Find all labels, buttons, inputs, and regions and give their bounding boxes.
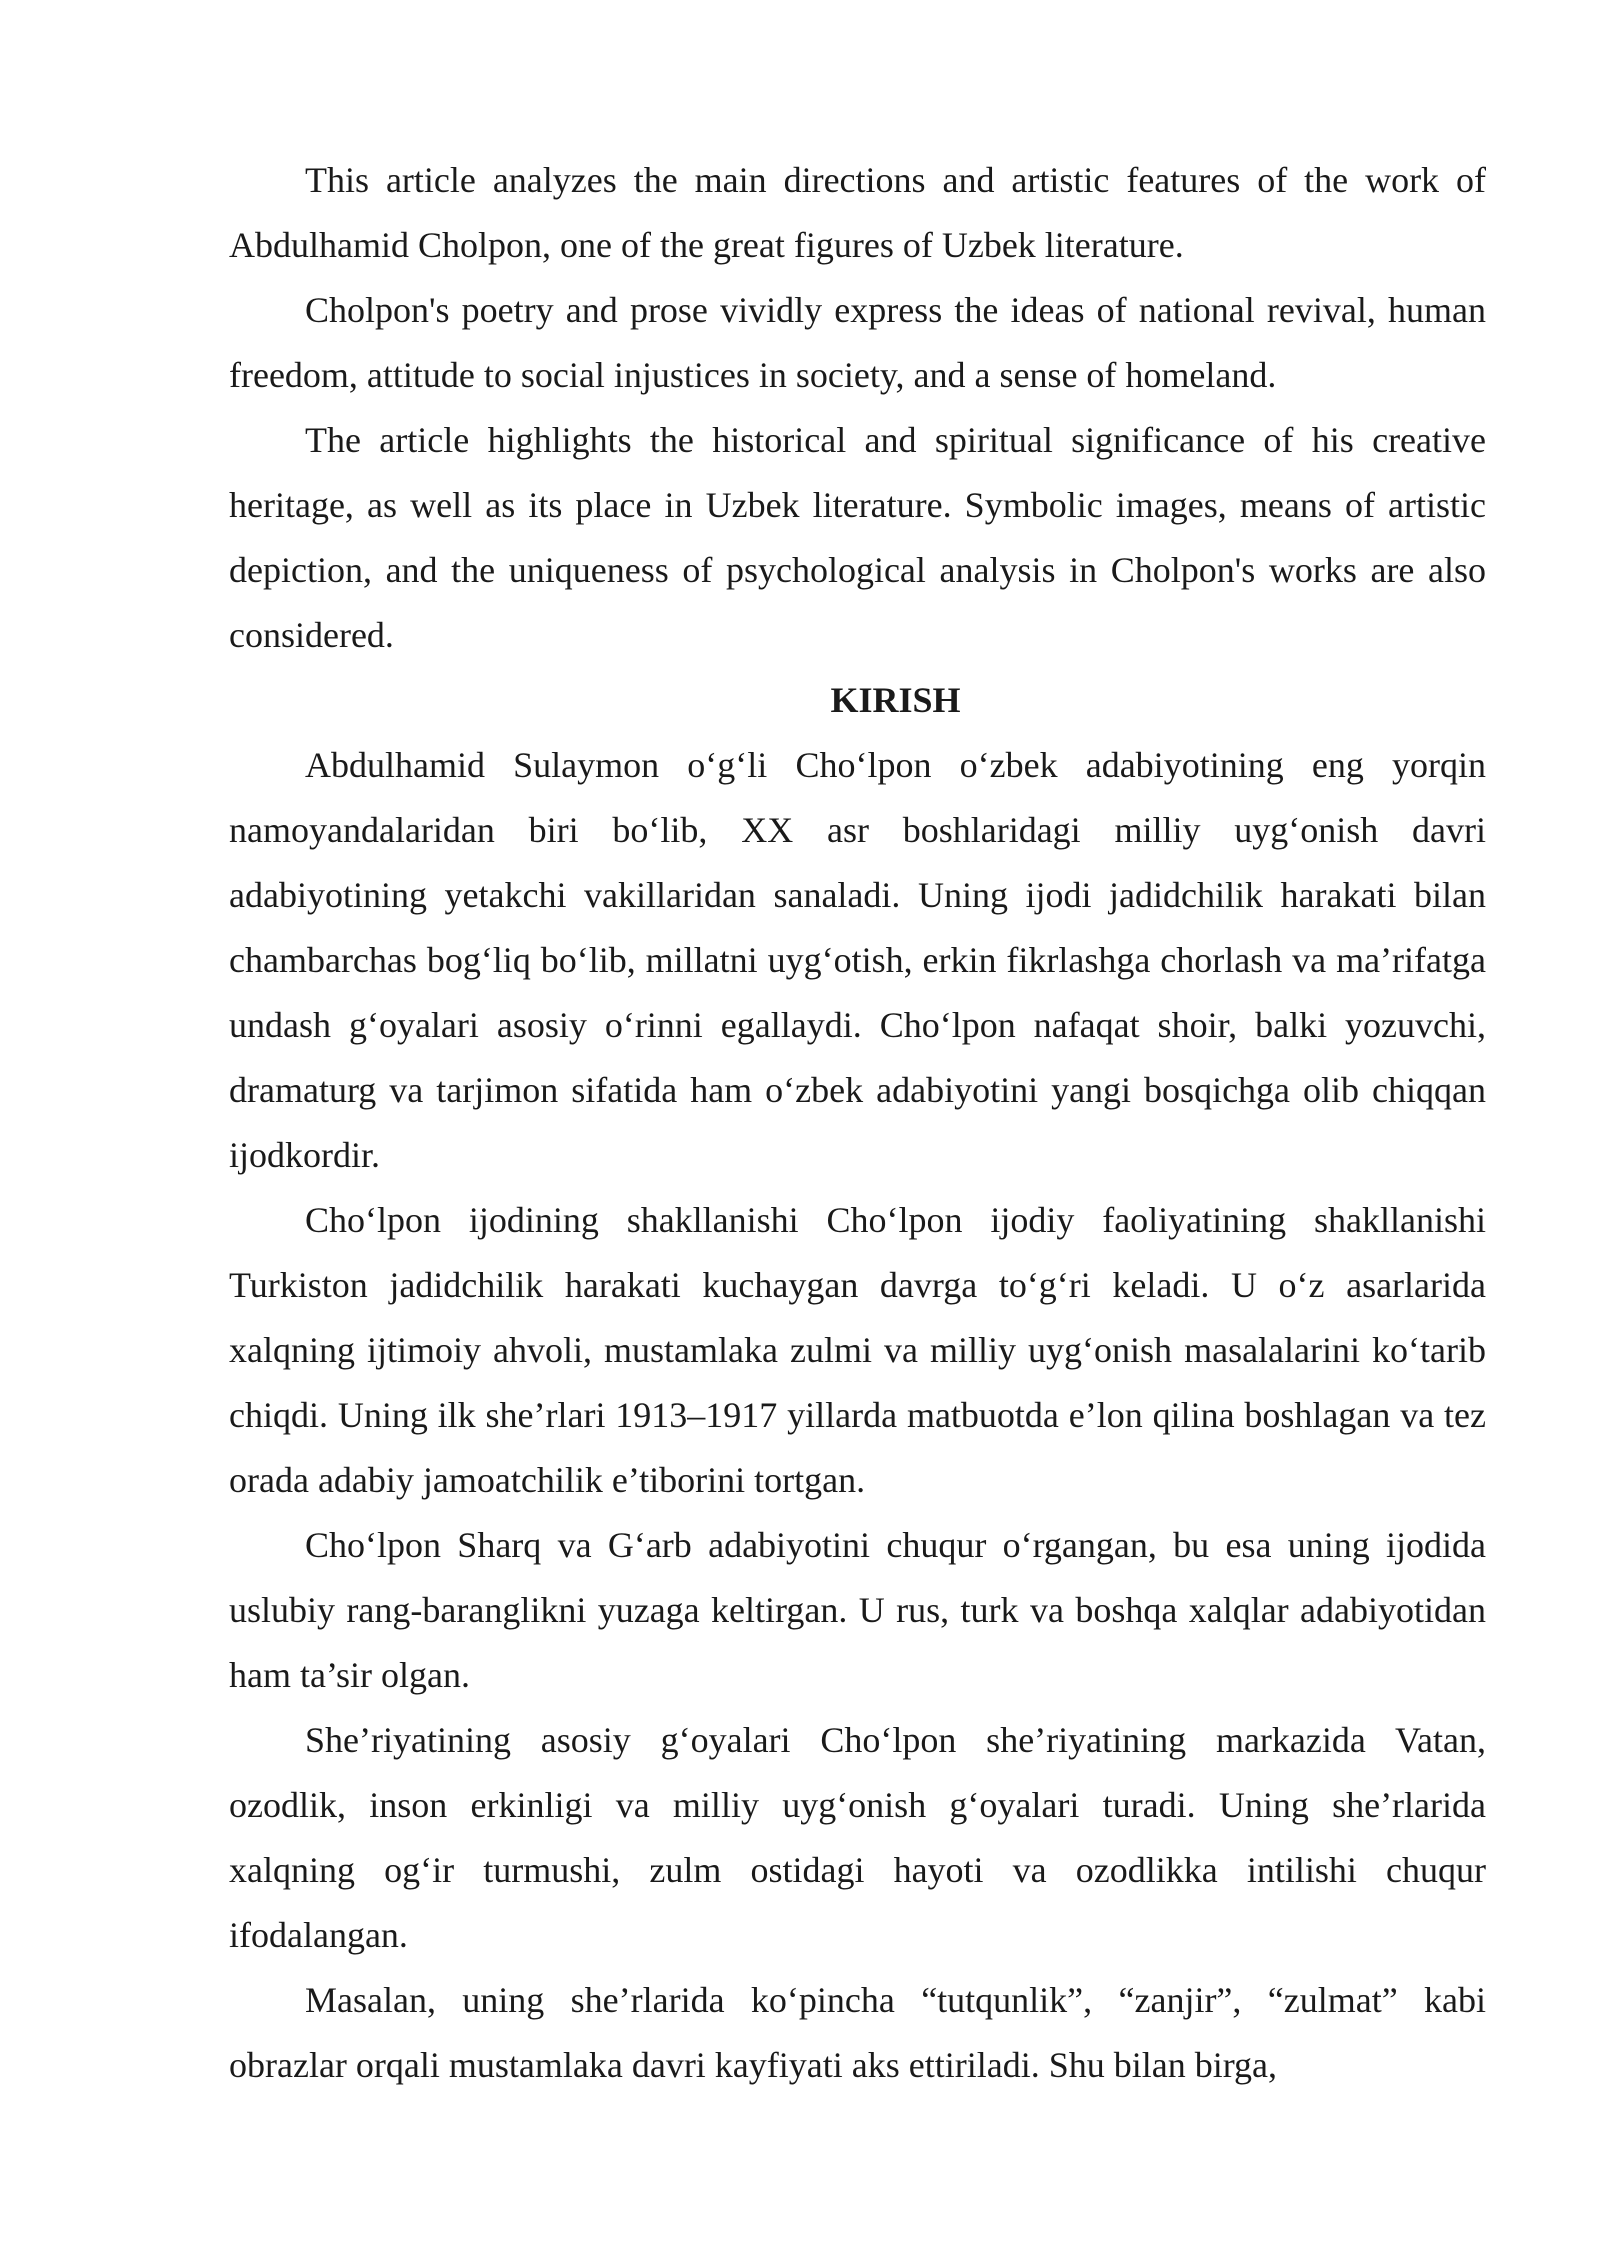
body-paragraph-4: She’riyatining asosiy g‘oyalari Cho‘lpon she’riyatining markazida Vatan, ozodlik, inson erkinligi va milliy uyg‘onish g‘oyalari turadi. Uning she’rlarida xalqning og‘ir turmushi, zulm ostidagi hayoti va ozodlikka intilishi chuqur ifodalangan. bbox=[229, 1720, 1486, 1955]
body-paragraph-1: Abdulhamid Sulaymon o‘g‘li Cho‘lpon o‘zbek adabiyotining eng yorqin namoyandalaridan biri bo‘lib, XX asr boshlaridagi milliy uyg‘onish davri adabiyotining yetakchi vakillaridan sanaladi. Uning ijodi jadidchilik harakati bilan chambarchas bog‘liq bo‘lib, millatni uyg‘otish, erkin fikrlashga chorlash va ma’rifatga undash g‘oyalari asosiy o‘rinni egallaydi. Cho‘lpon nafaqat shoir, balki yozuvchi, dramaturg va tarjimon sifatida ham o‘zbek adabiyotini yangi bosqichga olib chiqqan ijodkordir. bbox=[229, 745, 1486, 1175]
abstract-paragraph-1: This article analyzes the main directions and artistic features of the work of Abdulhamid Cholpon, one of the great figures of Uzbek literature. bbox=[229, 160, 1486, 265]
document-page bbox=[229, 148, 1486, 2098]
body-paragraph-5: Masalan, uning she’rlarida ko‘pincha “tutqunlik”, “zanjir”, “zulmat” kabi obrazlar orqali mustamlaka davri kayfiyati aks ettiriladi. Shu bilan birga, bbox=[229, 1980, 1486, 2085]
body-paragraph-3: Cho‘lpon Sharq va G‘arb adabiyotini chuqur o‘rgangan, bu esa uning ijodida uslubiy rang-baranglikni yuzaga keltirgan. U rus, turk va boshqa xalqlar adabiyotidan ham ta’sir olgan. bbox=[229, 1525, 1486, 1695]
abstract-paragraph-3: The article highlights the historical and spiritual significance of his creative heritage, as well as its place in Uzbek literature. Symbolic images, means of artistic depiction, and the uniqueness of psychological analysis in Cholpon's works are also considered. bbox=[229, 420, 1486, 655]
abstract-paragraph-2: Cholpon's poetry and prose vividly express the ideas of national revival, human freedom, attitude to social injustices in society, and a sense of homeland. bbox=[229, 290, 1486, 395]
section-heading: KIRISH bbox=[830, 680, 961, 720]
body-paragraph-2: Cho‘lpon ijodining shakllanishi Cho‘lpon ijodiy faoliyatining shakllanishi Turkiston jadidchilik harakati kuchaygan davrga to‘g‘ri keladi. U o‘z asarlarida xalqning ijtimoiy ahvoli, mustamlaka zulmi va milliy uyg‘onish masalalarini ko‘tarib chiqdi. Uning ilk she’rlari 1913–1917 yillarda matbuotda e’lon qilina boshlagan va tez orada adabiy jamoatchilik e’tiborini tortgan. bbox=[229, 1200, 1486, 1500]
